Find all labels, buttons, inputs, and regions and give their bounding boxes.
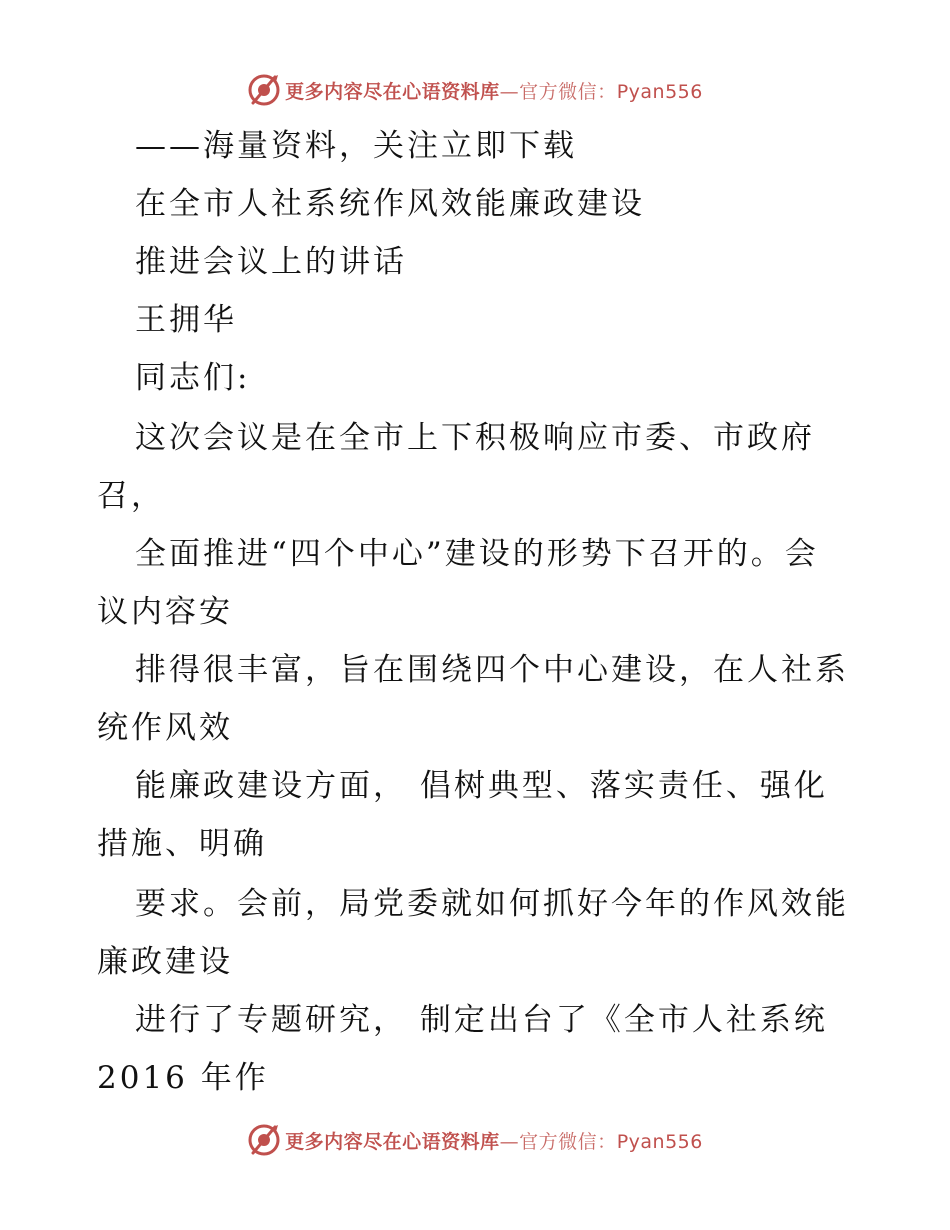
text-line: 统作风效 <box>97 710 233 746</box>
footer-watermark <box>0 1120 950 1160</box>
text-line: 廉政建设 <box>97 944 233 980</box>
watermark-dash: — <box>499 80 520 103</box>
pen-logo-icon <box>247 1123 281 1157</box>
text-line: 议内容安 <box>97 594 233 630</box>
text-line: 排得很丰富，旨在围绕四个中心建设，在人社系 <box>135 652 849 688</box>
text-line: 召， <box>97 478 165 514</box>
text-line: 进行了专题研究， 制定出台了《全市人社系统 <box>135 1002 828 1038</box>
text-line: 全面推进“四个中心”建设的形势下召开的。会 <box>135 536 819 572</box>
text-line: 要求。会前，局党委就如何抓好今年的作风效能 <box>135 886 849 922</box>
watermark-site: 更多内容尽在心语资料库 <box>285 80 500 103</box>
watermark-account-label: 官方微信： <box>519 1130 617 1153</box>
watermark-site: 更多内容尽在心语资料库 <box>285 1130 500 1153</box>
pen-logo-icon <box>247 73 281 107</box>
salutation: 同志们: <box>135 360 251 396</box>
watermark-account-label: 官方微信： <box>519 80 617 103</box>
watermark-account-id: Pyan556 <box>616 80 703 103</box>
watermark-text <box>285 77 703 104</box>
text-line: 2016 年作 <box>97 1060 269 1096</box>
document-title-line-1: 在全市人社系统作风效能廉政建设 <box>135 186 645 222</box>
header-watermark <box>0 70 950 110</box>
text-line: 这次会议是在全市上下积极响应市委、市政府 <box>135 420 815 456</box>
watermark-account-id: Pyan556 <box>616 1130 703 1153</box>
watermark-text <box>285 1127 703 1154</box>
text-line: ——海量资料，关注立即下载 <box>135 128 577 164</box>
author-name: 王拥华 <box>135 302 237 338</box>
text-line: 能廉政建设方面， 倡树典型、落实责任、强化 <box>135 768 828 804</box>
watermark-dash: — <box>499 1130 520 1153</box>
document-title-line-2: 推进会议上的讲话 <box>135 244 407 280</box>
text-line: 措施、明确 <box>97 826 267 862</box>
